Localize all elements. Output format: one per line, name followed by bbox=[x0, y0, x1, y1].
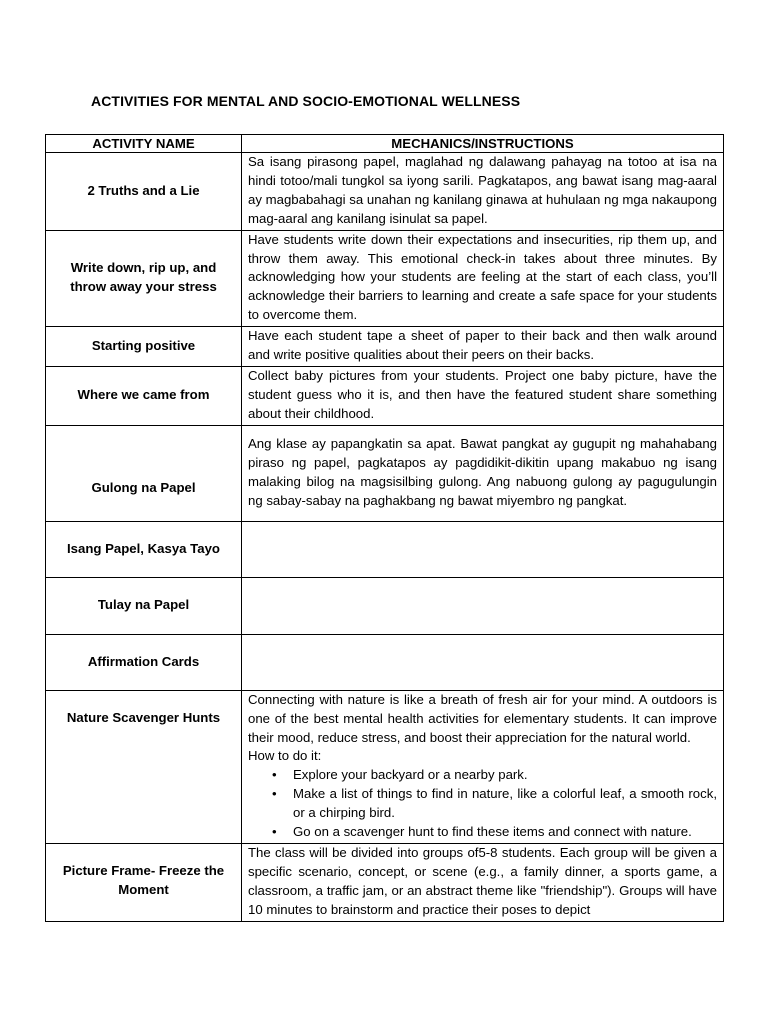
activity-mechanics bbox=[242, 577, 724, 634]
document-title: ACTIVITIES FOR MENTAL AND SOCIO-EMOTIONAL WELLNESS bbox=[91, 93, 521, 109]
activity-name: Nature Scavenger Hunts bbox=[46, 690, 242, 843]
steps-list bbox=[248, 766, 717, 842]
activity-name: Where we came from bbox=[46, 366, 242, 425]
activity-mechanics bbox=[242, 690, 724, 843]
table-row bbox=[46, 690, 724, 843]
activity-name: Isang Papel, Kasya Tayo bbox=[46, 521, 242, 577]
table-row bbox=[46, 634, 724, 690]
list-item bbox=[272, 766, 717, 785]
table-row bbox=[46, 425, 724, 521]
activity-name: 2 Truths and a Lie bbox=[46, 153, 242, 231]
activities-table bbox=[45, 134, 724, 922]
table-row bbox=[46, 153, 724, 231]
activity-mechanics bbox=[242, 521, 724, 577]
activity-name: Starting positive bbox=[46, 327, 242, 367]
activity-name: Affirmation Cards bbox=[46, 634, 242, 690]
list-item bbox=[272, 823, 717, 842]
activity-name: Gulong na Papel bbox=[46, 425, 242, 521]
table-row bbox=[46, 230, 724, 327]
activity-mechanics: Have students write down their expectations and insecurities, rip them up, and throw them away. This emotional check-in takes about three minutes. By acknowledging how your students are feeling at the start of each class, you’ll acknowledge their barriers to learning and create a safe space for your students to overcome them. bbox=[242, 230, 724, 327]
table-header-row bbox=[46, 135, 724, 153]
bullet-icon: • bbox=[272, 767, 277, 783]
step-text: Go on a scavenger hunt to find these items and connect with nature. bbox=[293, 824, 692, 840]
activity-mechanics: Sa isang pirasong papel, maglahad ng dalawang pahayag na totoo at isa na hindi totoo/mali tungkol sa iyong sarili. Pagkatapos, ang bawat isang mag-aaral ay magbabahagi sa unahan ng kanilang ginawa at huhulaan ng mga nakaupong mag-aaral ang kanilang isinulat sa papel. bbox=[242, 153, 724, 231]
activity-name: Picture Frame- Freeze the Moment bbox=[46, 843, 242, 921]
activity-name: Tulay na Papel bbox=[46, 577, 242, 634]
bullet-icon: • bbox=[272, 786, 277, 802]
list-item bbox=[272, 785, 717, 823]
activity-mechanics: Collect baby pictures from your students. Project one baby picture, have the student guess who it is, and then have the featured student share something about their childhood. bbox=[242, 366, 724, 425]
table-row bbox=[46, 577, 724, 634]
table-row bbox=[46, 327, 724, 367]
step-text: Make a list of things to find in nature, like a colorful leaf, a smooth rock, or a chirping bird. bbox=[293, 786, 717, 821]
mechanics-paragraph: Connecting with nature is like a breath of fresh air for your mind. A outdoors is one of the best mental health activities for elementary students. It can improve their mood, reduce stress, and boost their appreciation for the natural world. bbox=[248, 691, 717, 745]
header-mechanics: MECHANICS/INSTRUCTIONS bbox=[242, 135, 724, 153]
howto-label: How to do it: bbox=[248, 748, 322, 764]
activity-mechanics: Have each student tape a sheet of paper to their back and then walk around and write positive qualities about their peers on their backs. bbox=[242, 327, 724, 367]
header-activity-name: ACTIVITY NAME bbox=[46, 135, 242, 153]
step-text: Explore your backyard or a nearby park. bbox=[293, 767, 528, 783]
table-row bbox=[46, 843, 724, 921]
activity-mechanics bbox=[242, 634, 724, 690]
activity-mechanics: The class will be divided into groups of5-8 students. Each group will be given a specific scenario, concept, or scene (e.g., a family dinner, a sports game, a classroom, a traffic jam, or an abstract theme like "friendship"). Groups will have 10 minutes to brainstorm and practice their poses to depict bbox=[242, 843, 724, 921]
table-row bbox=[46, 366, 724, 425]
activity-mechanics: Ang klase ay papangkatin sa apat. Bawat pangkat ay gugupit ng mahahabang piraso ng papel, pagkatapos ay pagdidikit-dikitin upang makabuo ng isang malaking bilog na magsisilbing gulong. Ang nabuong gulong ay pagugulungin ng sabay-sabay na paghakbang ng bawat miyembro ng pangkat. bbox=[242, 425, 724, 521]
bullet-icon: • bbox=[272, 824, 277, 840]
table-row bbox=[46, 521, 724, 577]
activity-name: Write down, rip up, and throw away your stress bbox=[46, 230, 242, 327]
